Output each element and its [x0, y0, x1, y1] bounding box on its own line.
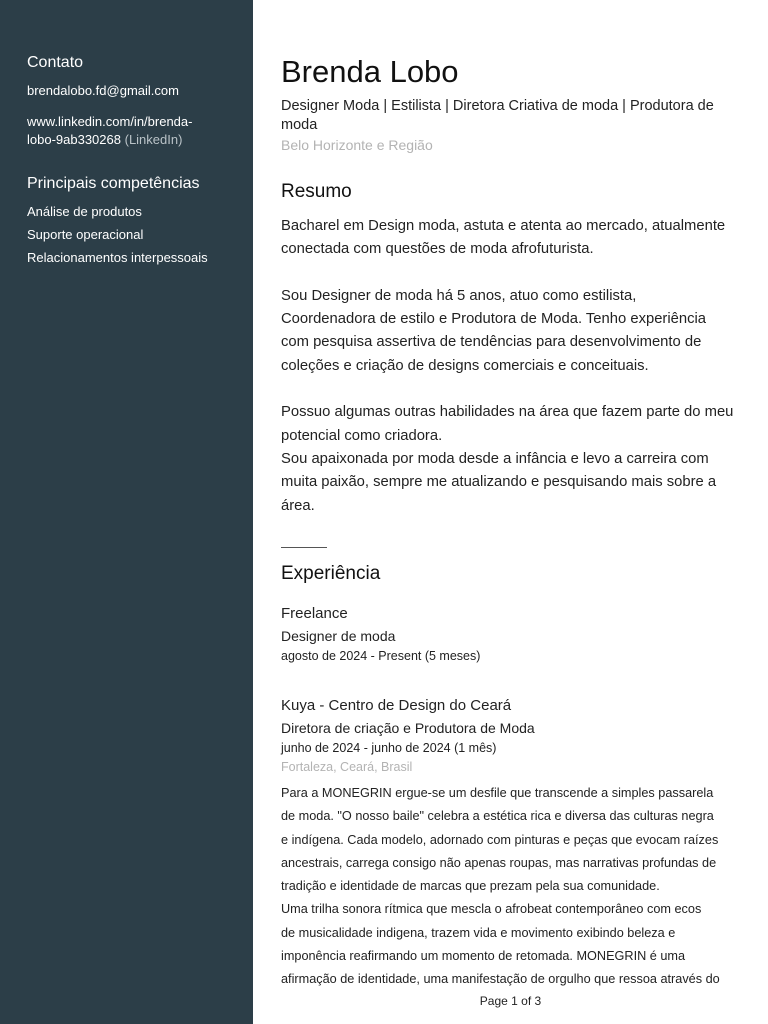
section-divider — [281, 547, 327, 548]
job-company: Freelance — [281, 605, 348, 622]
linkedin-link[interactable] — [27, 113, 242, 149]
summary-text — [281, 215, 733, 518]
job-role: Diretora de criação e Produtora de Moda — [281, 720, 535, 736]
description-line: Para a MONEGRIN ergue-se um desfile que transcende a simples passarela — [281, 786, 714, 800]
summary-line — [281, 378, 733, 401]
summary-line: Bacharel em Design moda, astuta e atenta ao mercado, atualmente — [281, 218, 726, 234]
description-line: de musicalidade indigena, trazem vida e movimento exibindo beleza e — [281, 925, 676, 940]
linkedin-suffix: (LinkedIn) — [124, 132, 183, 147]
sidebar — [0, 0, 253, 1024]
skills-heading: Principais competências — [27, 175, 200, 192]
page-number: Page 1 of 3 — [479, 994, 542, 1008]
profile-name: Brenda Lobo — [281, 54, 459, 89]
skill-item: Suporte operacional — [27, 227, 144, 242]
headline — [281, 97, 741, 135]
job-dates: agosto de 2024 - Present (5 meses) — [281, 649, 481, 663]
headline-line1: Designer Moda | Estilista | Diretora Criativa de moda | Produtora de — [281, 98, 714, 114]
summary-line: Possuo algumas outras habilidades na área que fazem parte do meu — [281, 404, 734, 421]
job-description — [281, 782, 720, 992]
summary-line: potencial como criadora. — [281, 427, 443, 444]
headline-line2: moda — [281, 117, 318, 133]
skill-item: Relacionamentos interpessoais — [27, 250, 208, 265]
contact-heading: Contato — [27, 54, 84, 71]
summary-line: Sou Designer de moda há 5 anos, atuo como estilista, — [281, 287, 637, 304]
description-line: e indígena. Cada modelo, adornado com pinturas e peças que evocam raízes — [281, 832, 719, 847]
summary-line: conectada com questões de moda afrofuturista. — [281, 241, 594, 258]
description-line: imponência reafirmando um momento de retomada. MONEGRIN é uma — [281, 949, 686, 964]
summary-line: área. — [281, 497, 315, 514]
linkedin-url-line1: www.linkedin.com/in/brenda- — [27, 114, 193, 129]
description-line: ancestrais, carrega consigo não apenas roupas, mas narrativas profundas de — [281, 855, 717, 870]
summary-heading: Resumo — [281, 181, 352, 202]
summary-line: com pesquisa assertiva de tendências para desenvolvimento de — [281, 334, 702, 351]
job-company: Kuya - Centro de Design do Ceará — [281, 697, 512, 714]
summary-line: Sou apaixonada por moda desde a infância e levo a carreira com — [281, 450, 709, 467]
summary-line — [281, 262, 733, 285]
profile-location: Belo Horizonte e Região — [281, 137, 433, 153]
skill-item: Análise de produtos — [27, 204, 142, 219]
description-line: tradição e identidade de marcas que prezam pela sua comunidade. — [281, 879, 660, 894]
email-link[interactable]: brendalobo.fd@gmail.com — [27, 83, 179, 98]
description-line: de moda. "O nosso baile" celebra a estética rica e diversa das culturas negra — [281, 809, 714, 824]
job-dates: junho de 2024 - junho de 2024 (1 mês) — [281, 741, 497, 755]
description-line: Uma trilha sonora rítmica que mescla o afrobeat contemporâneo com ecos — [281, 902, 702, 917]
summary-line: muita paixão, sempre me atualizando e pesquisando mais sobre a — [281, 474, 717, 491]
experience-heading: Experiência — [281, 563, 381, 584]
job-location: Fortaleza, Ceará, Brasil — [281, 760, 413, 774]
summary-line: Coordenadora de estilo e Produtora de Moda. Tenho experiência — [281, 311, 707, 328]
job-role: Designer de moda — [281, 628, 396, 644]
summary-line: coleções e criação de designs comerciais e conceituais. — [281, 357, 649, 374]
linkedin-url-line2: lobo-9ab330268 — [27, 132, 121, 147]
description-line: afirmação de identidade, uma manifestação de orgulho que ressoa através do — [281, 972, 720, 987]
